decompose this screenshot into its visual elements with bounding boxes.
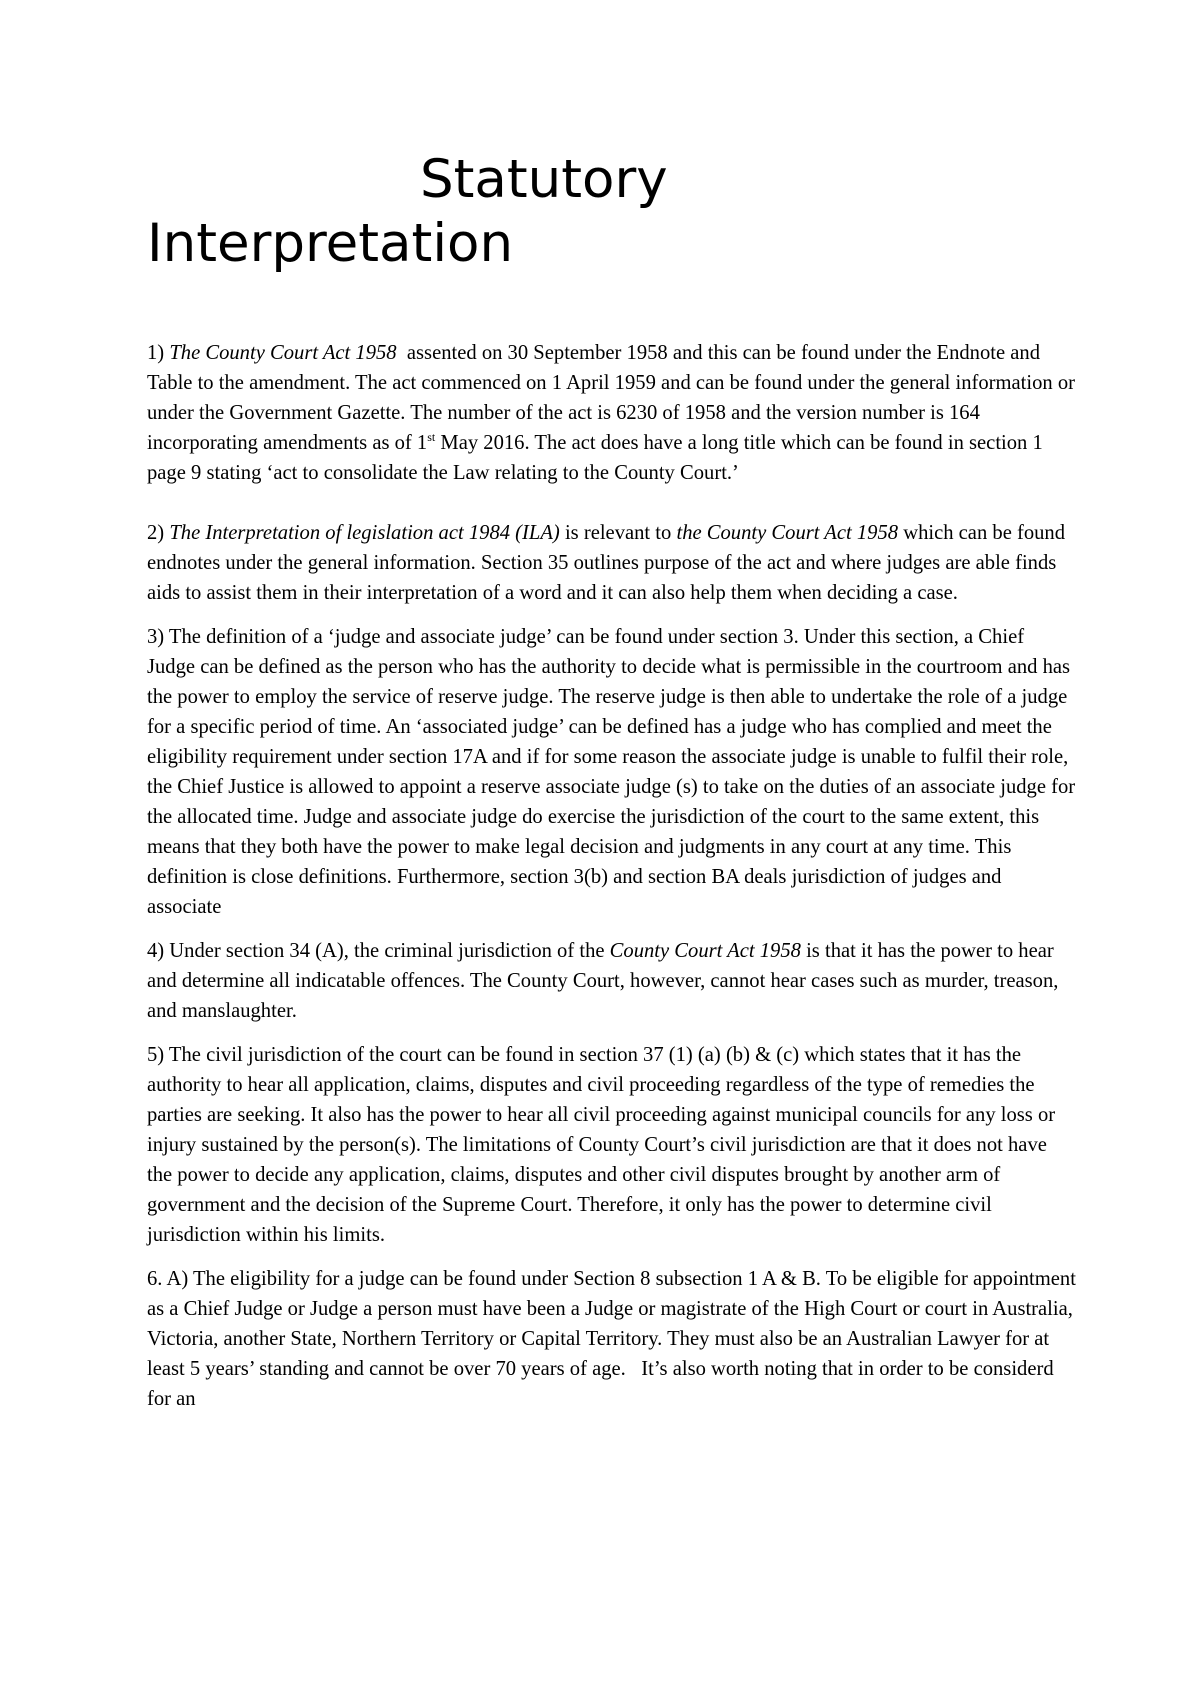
- paragraph-2-number: 2): [147, 522, 170, 544]
- document-body: [147, 338, 1082, 1414]
- paragraph-1: [147, 338, 1081, 488]
- paragraph-2-text-a: is relevant to: [559, 522, 677, 544]
- paragraph-6: 6. A) The eligibility for a judge can be found under Section 8 subsection 1 A & B. To be eligible for appointment as a Chief Judge or Judge a person must have been a Judge or magistrate of the High Court or court in Australia, Victoria, another State, Northern Territory or Capital Territory. They must also be an Australian Lawyer for at least 5 years’ standing and cannot be over 70 years of age. It’s also worth noting that in order to be considerd for an: [147, 1268, 1082, 1410]
- paragraph-4-text-a: 4) Under section 34 (A), the criminal jurisdiction of the: [147, 940, 610, 962]
- paragraph-5: 5) The civil jurisdiction of the court can be found in section 37 (1) (a) (b) & (c) which states that it has the authority to hear all application, claims, disputes and civil proceeding regardless of the type of remedies the parties are seeking. It also has the power to hear all civil proceeding against municipal councils for any loss or injury sustained by the person(s). The limitations of County Court’s civil jurisdiction are that it does not have the power to decide any application, claims, disputes and other civil disputes brought by another arm of government and the decision of the Supreme Court. Therefore, it only has the power to determine civil jurisdiction within his limits.: [147, 1044, 1056, 1246]
- title-line-1: Statutory: [420, 149, 668, 210]
- paragraph-3: 3) The definition of a ‘judge and associate judge’ can be found under section 3. Under this section, a Chief Judge can be defined as the person who has the authority to decide what is permissible in the courtroom and has the power to employ the service of reserve judge. The reserve judge is then able to undertake the role of a judge for a specific period of time. An ‘associated judge’ can be defined has a judge who has complied and meet the eligibility requirement under section 17A and if for some reason the associate judge is unable to fulfil their role, the Chief Justice is allowed to appoint a reserve associate judge (s) to take on the duties of an associate judge for the allocated time. Judge and associate judge do exercise the jurisdiction of the court to the same extent, this means that they both have the power to make legal decision and judgments in any court at any time. This definition is close definitions. Furthermore, section 3(b) and section BA deals jurisdiction of judges and associate: [147, 626, 1076, 918]
- paragraph-2-text-b: which can be found endnotes under the general information. Section 35 outlines purpose of the act and where judges are able finds aids to assist them in their interpretation of a word and it can also help them when deciding a case.: [147, 522, 1066, 604]
- paragraph-1-text-b: May 2016. The act does have a long title which can be found in section 1 page 9 stating ‘act to consolidate the Law relating to the County Court.’: [147, 432, 1043, 484]
- document-title: [147, 148, 847, 276]
- paragraph-1-number: 1): [147, 342, 170, 364]
- paragraph-4-act-title: County Court Act 1958: [609, 940, 801, 962]
- paragraph-2-act-title-a: The Interpretation of legislation act 1984 (ILA): [169, 522, 560, 544]
- paragraph-4: [147, 936, 1077, 1026]
- paragraph-1-superscript: st: [427, 430, 436, 445]
- paragraph-1-text-a: assented on 30 September 1958 and this can be found under the Endnote and Table to the amendment. The act commenced on 1 April 1959 and can be found under the general information or under the Government Gazette. The number of the act is 6230 of 1958 and the version number is 164 incorporating amendments as of 1: [147, 342, 1081, 454]
- paragraph-2-act-title-b: the County Court Act 1958: [676, 522, 899, 544]
- paragraph-2: [147, 518, 1077, 608]
- paragraph-4-text-b: is that it has the power to hear and determine all indicatable offences. The County Court, however, cannot hear cases such as murder, treason, and manslaughter.: [147, 940, 1059, 1022]
- title-line-2: Interpretation: [147, 213, 514, 274]
- paragraph-1-act-title: The County Court Act 1958: [169, 342, 397, 364]
